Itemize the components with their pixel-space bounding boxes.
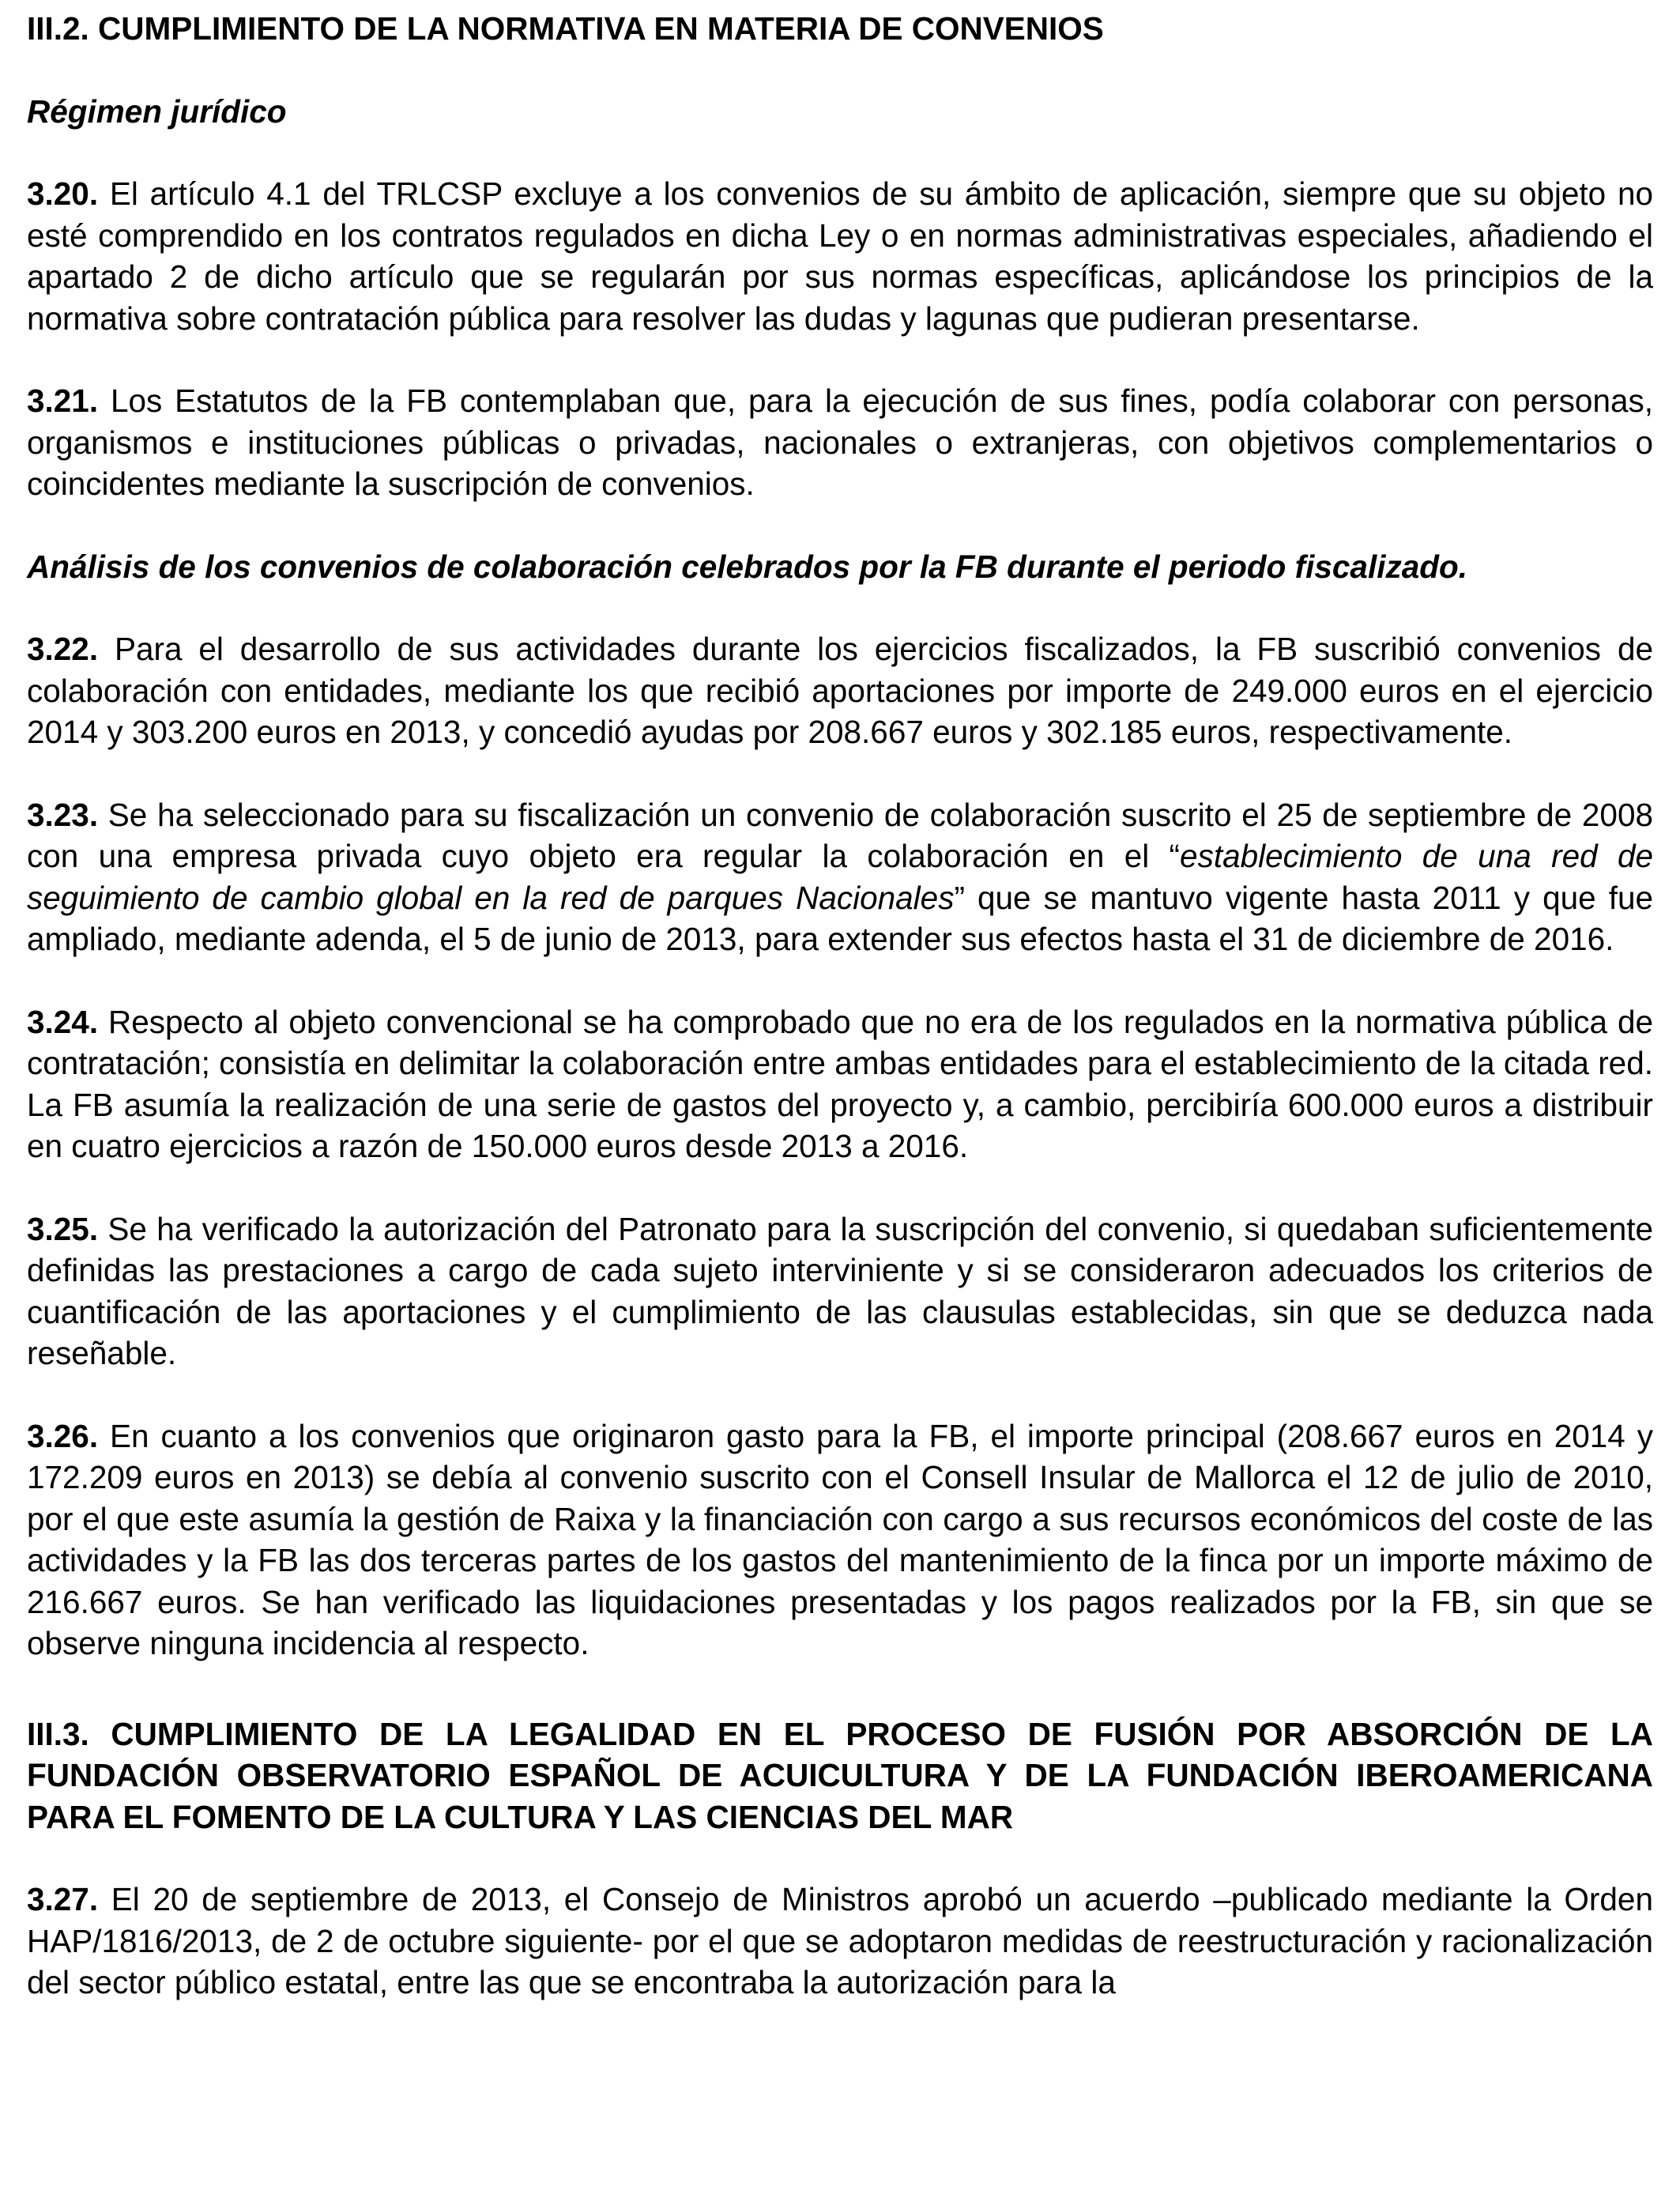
paragraph-3-21 <box>27 380 1653 505</box>
paragraph-text: Se ha verificado la autorización del Patronato para la suscripción del convenio, si quedaban suficientemente definidas las prestaciones a cargo de cada sujeto interviniente y si se consideraron adecuados los criterios de cuantificación de las aportaciones y el cumplimiento de las clausulas establecidas, sin que se deduzca nada reseñable. <box>27 1210 1653 1371</box>
paragraph-3-26 <box>27 1416 1653 1664</box>
paragraph-3-27 <box>27 1879 1653 2004</box>
paragraph-text-continued: ” que se mantuvo vigente hasta 2011 y que fue ampliado, mediante adenda, el 5 de junio de 2013, para extender sus efectos hasta el 31 de diciembre de 2016. <box>27 879 1653 957</box>
section-heading-3-2: III.2. CUMPLIMIENTO DE LA NORMATIVA EN MATERIA DE CONVENIOS <box>27 10 1104 47</box>
paragraph-number: 3.25. <box>27 1210 99 1247</box>
paragraph-text: Respecto al objeto convencional se ha comprobado que no era de los regulados en la normativa pública de contratación; consistía en delimitar la colaboración entre ambas entidades para el establecimiento de la citada red. La FB asumía la realización de una serie de gastos del proyecto y, a cambio, percibiría 600.000 euros a distribuir en cuatro ejercicios a razón de 150.000 euros desde 2013 a 2016. <box>27 1003 1653 1164</box>
paragraph-3-22 <box>27 628 1653 753</box>
paragraph-number: 3.23. <box>27 796 99 833</box>
document-page <box>27 8 1653 2004</box>
paragraph-number: 3.26. <box>27 1417 99 1454</box>
section-heading-3-3: III.3. CUMPLIMIENTO DE LA LEGALIDAD EN EL PROCESO DE FUSIÓN POR ABSORCIÓN DE LA FUNDACIÓN OBSERVATORIO ESPAÑOL DE ACUICULTURA Y DE LA FUNDACIÓN IBEROAMERICANA PARA EL FOMENTO DE LA CULTURA Y LAS CIENCIAS DEL MAR <box>27 1715 1653 1835</box>
paragraph-text: Los Estatutos de la FB contemplaban que, para la ejecución de sus fines, podía colaborar con personas, organismos e instituciones públicas o privadas, nacionales o extranjeras, con objetivos complementarios o coincidentes mediante la suscripción de convenios. <box>27 383 1653 502</box>
paragraph-text: Se ha seleccionado para su fiscalización un convenio de colaboración suscrito el 25 de septiembre de 2008 con una empresa privada cuyo objeto era regular la colaboración en el “ <box>27 796 1653 874</box>
paragraph-number: 3.24. <box>27 1003 99 1040</box>
paragraph-3-20 <box>27 173 1653 339</box>
paragraph-text: El 20 de septiembre de 2013, el Consejo de Ministros aprobó un acuerdo –publicado mediante la Orden HAP/1816/2013, de 2 de octubre siguiente- por el que se adoptaron medidas de reestructuración y racionalización del sector público estatal, entre las que se encontraba la autorización para la <box>27 1881 1653 2000</box>
paragraph-number: 3.22. <box>27 631 99 667</box>
paragraph-text: En cuanto a los convenios que originaron gasto para la FB, el importe principal (208.667 euros en 2014 y 172.209 euros en 2013) se debía al convenio suscrito con el Consell Insular de Mallorca el 12 de julio de 2010, por el que este asumía la gestión de Raixa y la financiación con cargo a sus recursos económicos del coste de las actividades y la FB las dos terceras partes de los gastos del mantenimiento de la finca por un importe máximo de 216.667 euros. Se han verificado las liquidaciones presentadas y los pagos realizados por la FB, sin que se observe ninguna incidencia al respecto. <box>27 1417 1653 1661</box>
paragraph-number: 3.27. <box>27 1881 99 1917</box>
subheading-analisis-convenios: Análisis de los convenios de colaboración celebrados por la FB durante el periodo fiscalizado. <box>27 548 1467 585</box>
paragraph-3-24 <box>27 1001 1653 1167</box>
subheading-regimen-juridico: Régimen jurídico <box>27 92 287 130</box>
paragraph-number: 3.21. <box>27 383 99 419</box>
paragraph-3-25 <box>27 1208 1653 1374</box>
paragraph-text: Para el desarrollo de sus actividades durante los ejercicios fiscalizados, la FB suscribió convenios de colaboración con entidades, mediante los que recibió aportaciones por importe de 249.000 euros en el ejercicio 2014 y 303.200 euros en 2013, y concedió ayudas por 208.667 euros y 302.185 euros, respectivamente. <box>27 631 1653 750</box>
paragraph-number: 3.20. <box>27 175 99 212</box>
paragraph-3-23 <box>27 794 1653 960</box>
paragraph-text: El artículo 4.1 del TRLCSP excluye a los convenios de su ámbito de aplicación, siempre que su objeto no esté comprendido en los contratos regulados en dicha Ley o en normas administrativas especiales, añadiendo el apartado 2 de dicho artículo que se regularán por sus normas específicas, aplicándose los principios de la normativa sobre contratación pública para resolver las dudas y lagunas que pudieran presentarse. <box>27 175 1653 337</box>
paragraph-quoted-italic: establecimiento de una red de seguimiento de cambio global en la red de parques Nacionales <box>27 838 1653 916</box>
